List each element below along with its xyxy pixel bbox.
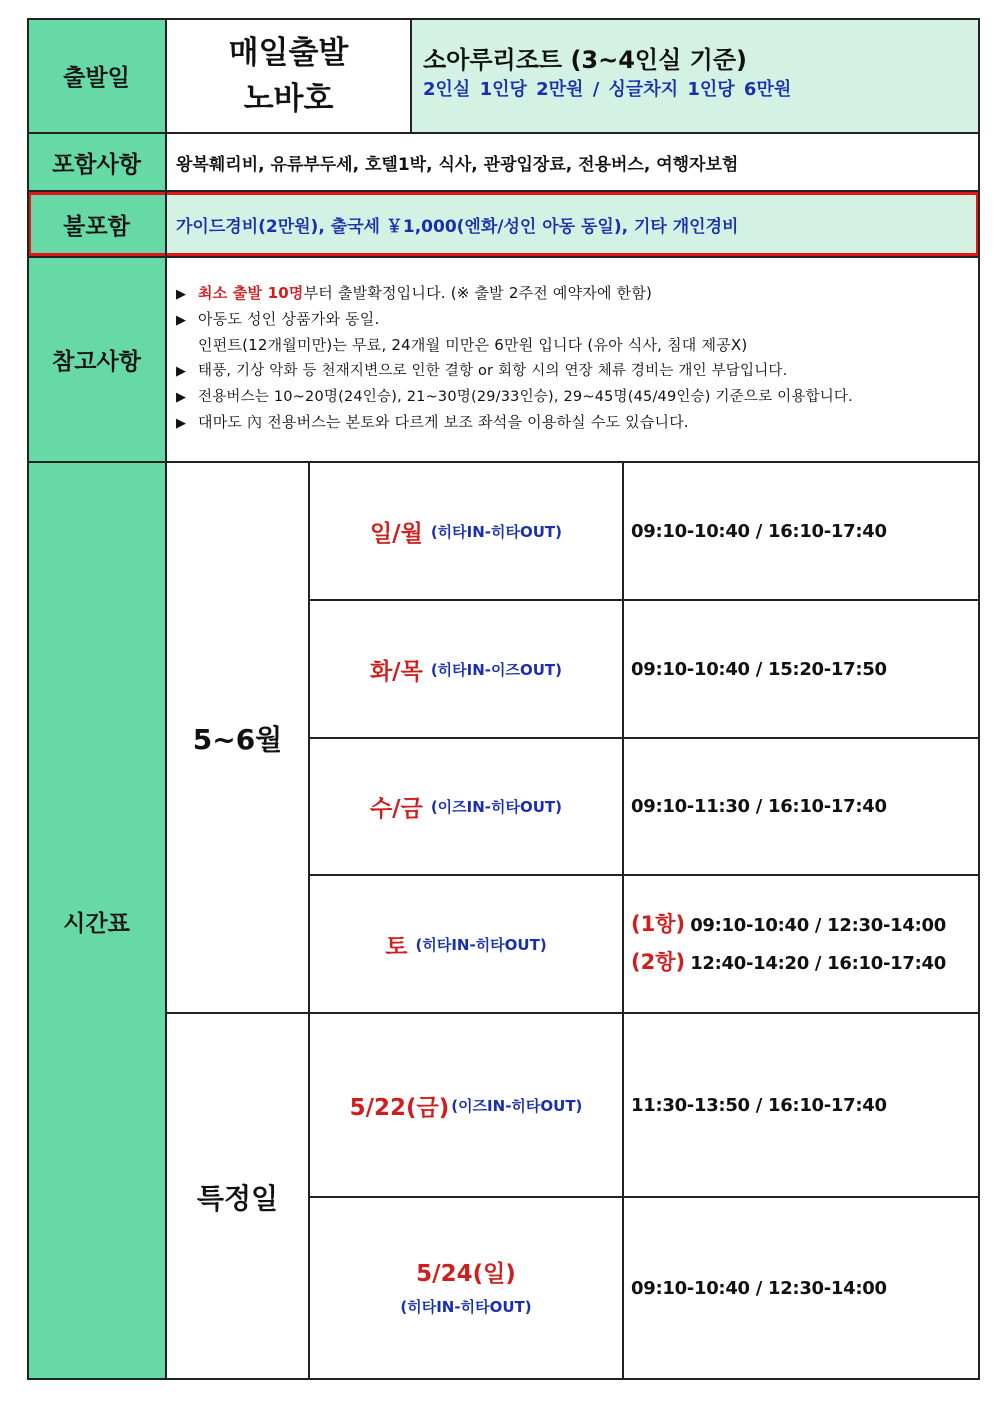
route-label: (히타IN-히타OUT) [430, 522, 563, 541]
route-label: (히타IN-이즈OUT) [430, 660, 563, 679]
excluded-label-text: 불포함 [63, 213, 130, 240]
departure-label-text: 출발일 [63, 65, 130, 91]
notes-label-text: 참고사항 [52, 349, 141, 375]
bullet-arrow-icon: ▶ [176, 416, 187, 431]
bullet-arrow-icon: ▶ [176, 313, 187, 328]
note-line-5-text: 전용버스는 10~20명(24인승), 21~30명(29/33인승), 29~45명(45/49인승) 기준으로 이용합니다. [198, 389, 853, 405]
bullet-arrow-icon: ▶ [176, 390, 187, 405]
day-label: 수/금 [369, 796, 423, 822]
schedule-label-text: 시간표 [63, 910, 130, 937]
route-label: (이즈IN-히타OUT) [430, 798, 563, 816]
note-line-6-text: 대마도 內 전용버스는 본토와 다르게 보조 좌석을 이용하실 수도 있습니다. [198, 413, 689, 431]
note-line-1-text: 부터 출발확정입니다. (※ 출발 2주전 예약자에 한함) [303, 284, 653, 302]
time-text: 09:10-10:40 / 15:20-17:50 [631, 658, 887, 680]
time-text: 09:10-11:30 / 16:10-17:40 [631, 796, 887, 817]
included-label-text: 포함사항 [52, 151, 141, 178]
special-date-label-text: 특정일 [196, 1181, 279, 1215]
resort-price-note: 2인실 1인당 2만원 / 싱글차지 1인당 6만원 [423, 79, 792, 100]
included-items-text: 왕복훼리비, 유류부두세, 호텔1박, 식사, 관광입장료, 전용버스, 여행자보험 [176, 154, 739, 175]
sailing-1-tag: (1항) [631, 912, 686, 936]
time-text: 09:10-10:40 / 16:10-17:40 [631, 520, 887, 542]
day-label: 화/목 [369, 658, 423, 685]
bullet-arrow-icon: ▶ [176, 364, 187, 379]
day-label: 토 [385, 933, 408, 960]
special-day-label: 5/22(금) [349, 1094, 450, 1121]
sailing-2-tag: (2항) [631, 950, 686, 974]
excluded-items-text: 가이드경비(2만원), 출국세 ￥1,000(엔화/성인 아동 동일), 기타 개인경비 [176, 216, 739, 237]
special-time-text: 11:30-13:50 / 16:10-17:40 [631, 1094, 887, 1116]
ship-name: 노바호 [243, 80, 334, 117]
table-frame [27, 18, 980, 1380]
note-min-departure: 최소 출발 10명 [198, 284, 304, 302]
sailing-1-time: 09:10-10:40 / 12:30-14:00 [690, 915, 946, 936]
special-time-text: 09:10-10:40 / 12:30-14:00 [631, 1278, 887, 1299]
sailing-2-time: 12:40-14:20 / 16:10-17:40 [690, 953, 946, 974]
note-line-2-text: 아동도 성인 상품가와 동일. [198, 310, 380, 328]
departure-daily: 매일출발 [228, 34, 349, 71]
day-label: 일/월 [369, 520, 423, 547]
route-label: (히타IN-히타OUT) [415, 935, 547, 954]
special-day-label: 5/24(일) [416, 1260, 516, 1287]
special-route-label: (이즈IN-히타OUT) [451, 1096, 583, 1115]
resort-name: 소아루리조트 (3~4인실 기준) [423, 46, 747, 74]
season-label-text: 5~6월 [192, 722, 283, 756]
note-line-4-text: 태풍, 기상 악화 등 천재지변으로 인한 결항 or 회항 시의 연장 체류 경비는 개인 부담입니다. [198, 363, 788, 379]
bullet-arrow-icon: ▶ [176, 287, 187, 302]
note-line-3-text: 인펀트(12개월미만)는 무료, 24개월 미만은 6만원 입니다 (유아 식사, 침대 제공X) [198, 336, 748, 354]
special-route-label: (히타IN-히타OUT) [400, 1297, 532, 1316]
